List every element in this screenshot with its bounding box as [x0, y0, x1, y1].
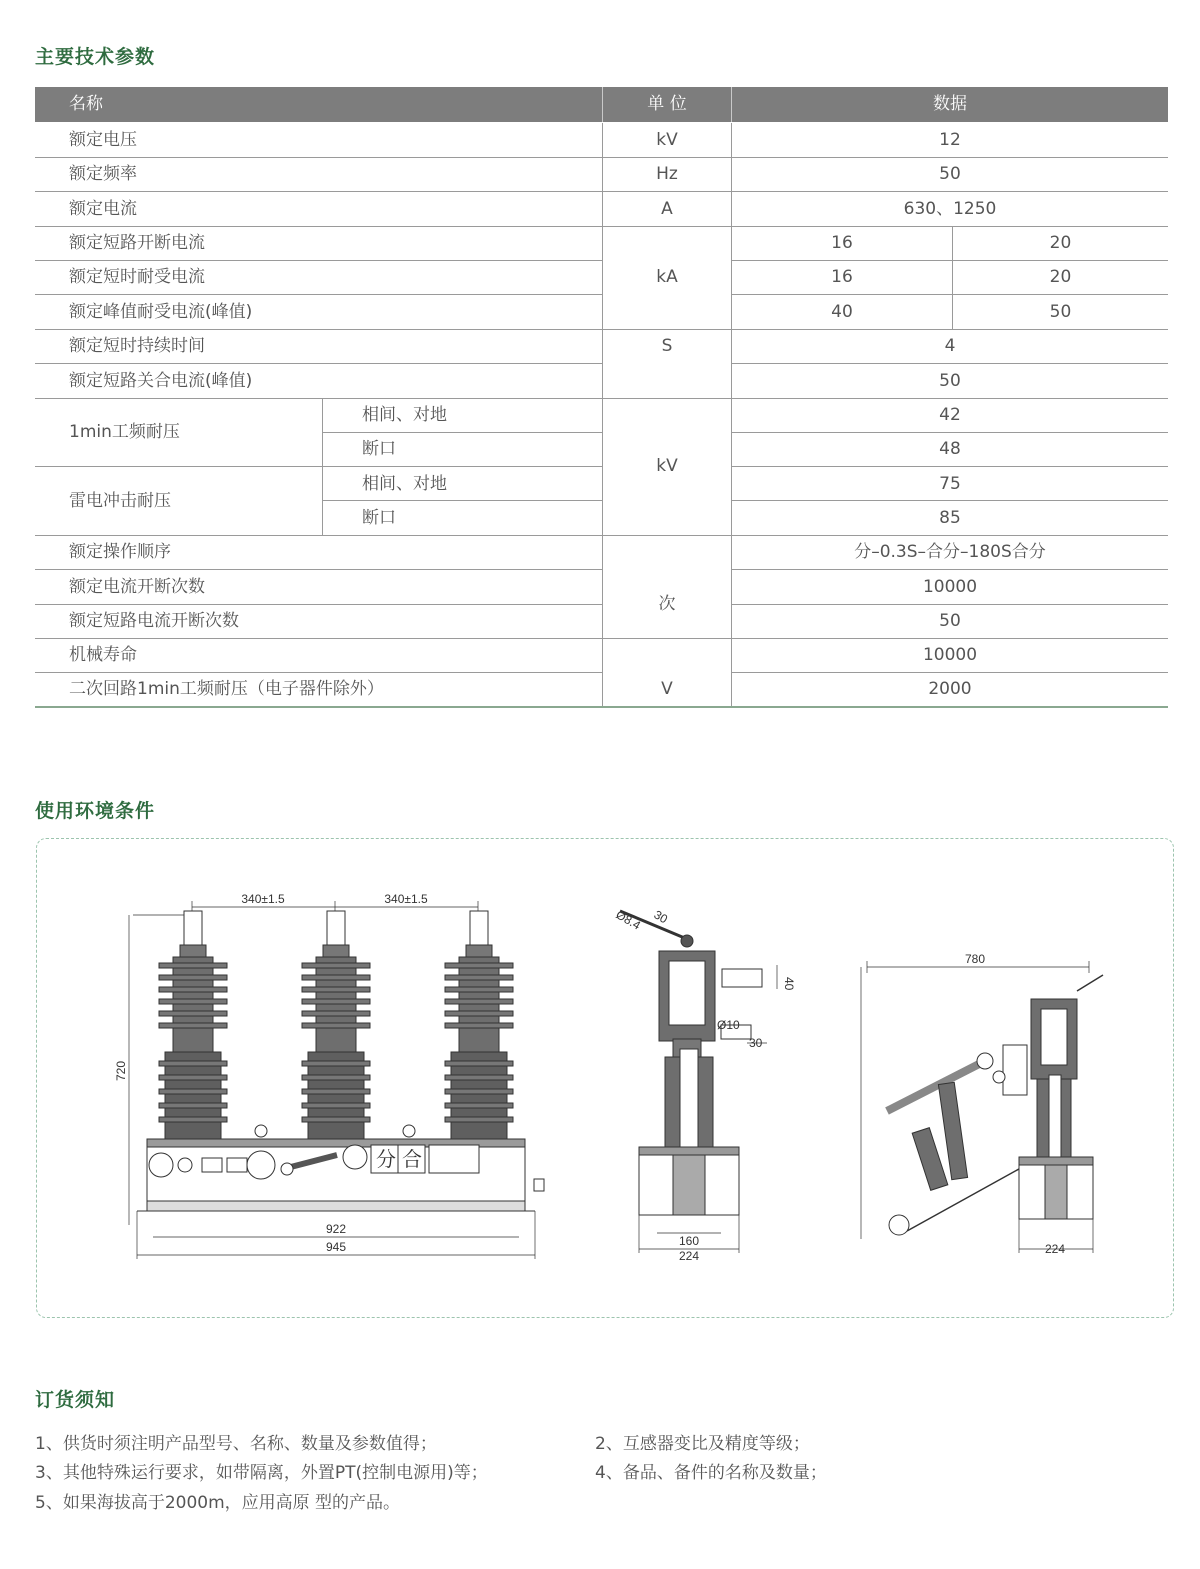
row-unit: 次	[658, 594, 676, 614]
dim-hole: Ø8.4	[613, 907, 644, 933]
dim-pin-len: 30	[749, 1036, 763, 1050]
row-value: 48	[939, 439, 961, 459]
pole-right	[445, 911, 513, 1142]
row-unit: V	[661, 679, 673, 699]
dim-spacing-right: 340±1.5	[384, 892, 428, 906]
row-value: 10000	[922, 577, 978, 597]
row-subname: 断口	[362, 439, 396, 459]
row-value: 4	[944, 336, 956, 356]
row-value: 42	[939, 405, 961, 425]
row-value: 16	[831, 267, 853, 287]
operating-view	[861, 961, 1103, 1253]
header-unit: 单 位	[647, 94, 687, 114]
row-name: 机械寿命	[69, 645, 137, 665]
order-note: 4、备品、备件的名称及数量；	[595, 1463, 827, 1483]
row-subname: 相间、对地	[362, 474, 447, 494]
panel-label-open: 分	[376, 1147, 396, 1171]
front-view	[129, 901, 544, 1259]
section-title-environment: 使用环境条件	[35, 800, 156, 822]
row-unit: kV	[656, 456, 678, 476]
row-name: 二次回路1min工频耐压（电子器件除外）	[69, 679, 384, 699]
dim-reach: 780	[964, 952, 986, 966]
dim-top: 30	[651, 907, 671, 927]
row-value: 12	[939, 130, 961, 150]
pole-left	[159, 911, 227, 1142]
row-value: 20	[1049, 267, 1072, 287]
row-value: 85	[939, 508, 961, 528]
row-unit: A	[661, 199, 673, 219]
order-note: 5、如果海拔高于2000m，应用高原 型的产品。	[35, 1493, 401, 1513]
pole-middle	[302, 911, 370, 1142]
row-value: 50	[939, 611, 961, 631]
dim-pin: Ø10	[717, 1018, 740, 1032]
row-name: 额定操作顺序	[69, 542, 171, 562]
section-title-ordering: 订货须知	[35, 1389, 116, 1411]
dim-spacing-left: 340±1.5	[241, 892, 285, 906]
row-value: 75	[939, 474, 961, 494]
row-value: 630、1250	[903, 199, 997, 219]
dim-side-outer-width: 224	[678, 1249, 700, 1263]
row-name: 额定短路开断电流	[69, 233, 205, 253]
technical-drawing-frame	[36, 838, 1174, 1318]
panel-label-close: 合	[402, 1147, 422, 1171]
row-value: 50	[939, 371, 961, 391]
order-note: 2、互感器变比及精度等级；	[595, 1434, 810, 1454]
row-value: 20	[1049, 233, 1072, 253]
header-data: 数据	[933, 94, 967, 114]
row-name: 额定峰值耐受电流(峰值)	[69, 302, 253, 322]
row-name: 额定频率	[69, 164, 137, 184]
table-body	[35, 123, 1168, 708]
row-subname: 断口	[362, 508, 396, 528]
order-note: 1、供货时须注明产品型号、名称、数量及参数值得；	[35, 1434, 437, 1454]
dim-side-inner-width: 160	[678, 1234, 700, 1248]
row-value: 40	[831, 302, 853, 322]
row-value: 10000	[922, 645, 978, 665]
row-unit: S	[661, 336, 673, 356]
row-name: 额定短路电流开断次数	[69, 611, 239, 631]
row-value: 50	[1049, 302, 1072, 322]
section-title-specs: 主要技术参数	[35, 46, 156, 68]
side-view	[620, 911, 777, 1253]
dim-base: 224	[1044, 1242, 1066, 1256]
row-subname: 相间、对地	[362, 405, 447, 425]
row-name: 额定短时耐受电流	[69, 267, 205, 287]
row-unit: Hz	[656, 164, 678, 184]
dim-bracket: 40	[782, 977, 796, 991]
row-name: 1min工频耐压	[69, 422, 180, 442]
row-value: 2000	[928, 679, 972, 699]
row-unit: kV	[656, 130, 678, 150]
row-name: 额定短时持续时间	[69, 336, 205, 356]
row-name: 额定电流开断次数	[69, 577, 205, 597]
technical-drawing	[37, 839, 1173, 1317]
order-note: 3、其他特殊运行要求，如带隔离，外置PT(控制电源用)等；	[35, 1463, 488, 1483]
row-name: 额定短路关合电流(峰值)	[69, 371, 253, 391]
row-value: 分–0.3S–合分–180S合分	[854, 542, 1046, 562]
dim-inner-width: 922	[325, 1222, 347, 1236]
row-value: 50	[939, 164, 961, 184]
row-name: 额定电压	[69, 130, 137, 150]
row-name: 额定电流	[69, 199, 137, 219]
row-unit: kA	[656, 267, 678, 287]
table-header	[35, 87, 1168, 122]
dim-outer-width: 945	[325, 1240, 347, 1254]
header-name: 名称	[69, 94, 103, 114]
row-name: 雷电冲击耐压	[69, 491, 171, 511]
dim-height: 720	[114, 1060, 128, 1082]
row-value: 16	[831, 233, 853, 253]
